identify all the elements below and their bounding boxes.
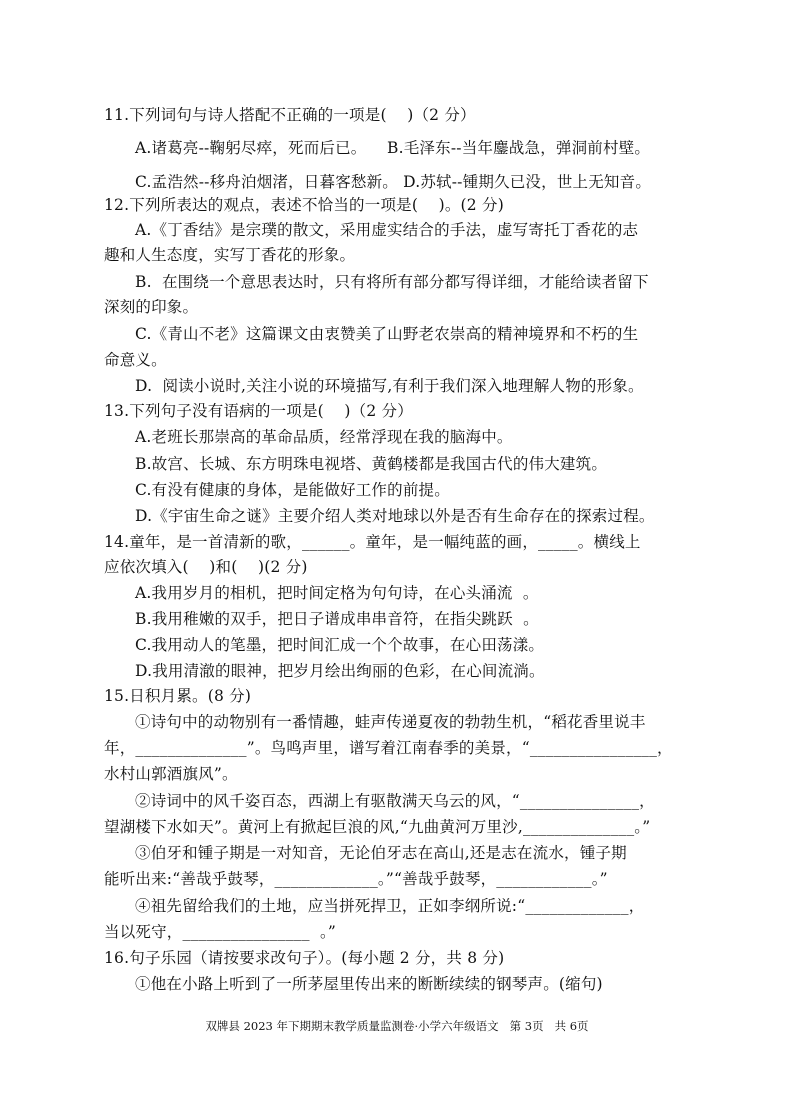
question-12-option-a-cont: 趣和人生态度，实写丁香花的形象。: [104, 246, 356, 264]
question-11-stem: 11.下列词句与诗人搭配不正确的一项是( )（2 分）: [104, 106, 476, 124]
question-12-option-b: B. 在围绕一个意思表达时，只有将所有部分都写得详细，才能给读者留下: [135, 273, 649, 291]
question-14-option-c: C.我用动人的笔墨，把时间汇成一个个故事，在心田荡漾。: [135, 636, 545, 654]
question-16-item-1: ①他在小路上听到了一所茅屋里传出来的断断续续的钢琴声。(缩句): [135, 975, 603, 993]
question-12-option-c: C.《青山不老》这篇课文由衷赞美了山野老农崇高的精神境界和不朽的生: [135, 325, 639, 343]
question-13-stem: 13.下列句子没有语病的一项是( )（2 分）: [104, 402, 413, 420]
question-12-option-c-cont: 命意义。: [104, 351, 167, 369]
question-14-option-a: A.我用岁月的相机，把时间定格为句句诗，在心头涌流 。: [135, 584, 539, 602]
question-14-option-d: D.我用清澈的眼神，把岁月绘出绚丽的色彩，在心间流淌。: [135, 662, 545, 680]
question-15-item-2-cont: 望湖楼下水如天”。黄河上有掀起巨浪的风,“九曲黄河万里沙,______________。”: [104, 818, 651, 836]
question-15-stem: 15.日积月累。(8 分): [104, 687, 252, 705]
question-14-option-b: B.我用稚嫩的双手，把日子谱成串串音符，在指尖跳跃 。: [135, 610, 539, 628]
question-15-item-3: ③伯牙和锺子期是一对知音，无论伯牙志在高山,还是志在流水，锺子期: [135, 844, 627, 862]
question-15-item-2: ②诗词中的风千姿百态，西湖上有驱散满天乌云的风，“_______________，: [135, 792, 655, 810]
question-13-option-c: C.有没有健康的身体，是能做好工作的前提。: [135, 481, 450, 499]
question-14-stem: 14.童年，是一首清新的歌，______。童年，是一幅纯蓝的画，_____。横线上: [104, 533, 641, 551]
page-footer: 双牌县 2023 年下期期末教学质量监测卷·小学六年级语文 第 3页 共 6页: [205, 1019, 589, 1033]
question-15-item-1: ①诗句中的动物别有一番情趣，蛙声传递夏夜的勃勃生机，“稻花香里说丰: [135, 713, 646, 731]
question-14-stem-cont: 应依次填入( )和( )(2 分): [104, 558, 308, 576]
question-12-option-d: D. 阅读小说时,关注小说的环境描写,有利于我们深入地理解人物的形象。: [135, 377, 644, 395]
question-15-item-3-cont: 能听出来:“善哉乎鼓琴，_____________。”“善哉乎鼓琴，____________。”: [104, 870, 608, 888]
question-13-option-b: B.故宫、长城、东方明珠电视塔、黄鹤楼都是我国古代的伟大建筑。: [135, 455, 608, 473]
question-15-item-4-cont: 当以死守，________________ 。”: [104, 923, 337, 941]
question-13-option-d: D.《宇宙生命之谜》主要介绍人类对地球以外是否有生命存在的探索过程。: [135, 507, 655, 525]
question-15-item-1-end: 水村山郭酒旗风”。: [104, 765, 238, 783]
question-12-option-b-cont: 深刻的印象。: [104, 298, 199, 316]
question-11-options-cd: C.孟浩然--移舟泊烟渚，日暮客愁新。 D.苏轼--锺期久已没，世上无知音。: [135, 173, 652, 191]
question-15-item-1-cont: 年，______________”。鸟鸣声里，谱写着江南春季的美景，“________________，: [104, 739, 673, 757]
question-11-options-ab: A.诸葛亮--鞠躬尽瘁，死而后已。 B.毛泽东--当年鏖战急，弹洞前村壁。: [135, 139, 651, 157]
question-13-option-a: A.老班长那崇高的革命品质，经常浮现在我的脑海中。: [135, 428, 513, 446]
question-12-stem: 12.下列所表达的观点，表述不恰当的一项是( )。(2 分): [104, 196, 504, 214]
question-12-option-a: A.《丁香结》是宗璞的散文，采用虚实结合的手法，虚写寄托丁香花的志: [135, 221, 639, 239]
question-15-item-4: ④祖先留给我们的土地，应当拼死捍卫，正如李纲所说:“_____________，: [135, 897, 645, 915]
question-16-stem: 16.句子乐园（请按要求改句子）。(每小题 2 分，共 8 分): [104, 949, 505, 967]
